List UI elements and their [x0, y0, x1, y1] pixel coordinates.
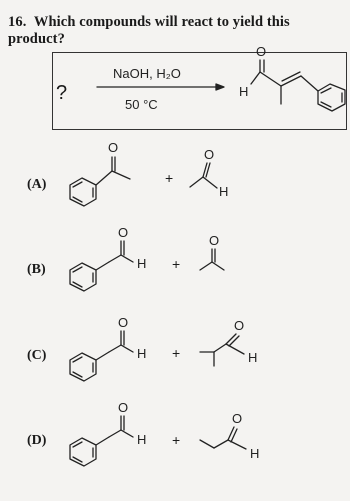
option-d-structures	[70, 416, 246, 466]
option-d-plus: +	[172, 432, 181, 448]
unknown-reactant: ?	[56, 82, 68, 104]
option-b-r1-o: O	[118, 225, 129, 240]
option-c-structures	[70, 331, 244, 381]
option-d-r1-o: O	[118, 400, 129, 415]
option-c-r2-o: O	[234, 318, 245, 333]
option-a-plus: +	[165, 170, 174, 186]
question-prompt: Which compounds will react to yield this product?	[8, 14, 290, 47]
option-a-r2-h: H	[219, 184, 229, 199]
option-b-plus: +	[172, 256, 181, 272]
option-c-r1-o: O	[118, 315, 129, 330]
option-b-r2-o: O	[209, 233, 220, 248]
reaction-arrow	[97, 84, 224, 90]
option-c-label[interactable]: (C)	[27, 348, 47, 363]
option-b-label[interactable]: (B)	[27, 262, 46, 277]
option-b-r1-h: H	[137, 256, 147, 271]
option-a-structures	[70, 157, 217, 206]
option-d-r2-o: O	[232, 411, 243, 426]
product-carbonyl-o: O	[256, 44, 267, 59]
option-a-r2-o: O	[204, 147, 215, 162]
product-structure	[251, 60, 345, 111]
option-c-r2-h: H	[248, 350, 258, 365]
question-number: 16.	[8, 14, 27, 30]
temperature-label: 50 °C	[125, 97, 158, 112]
option-d-r1-h: H	[137, 432, 147, 447]
option-b-structures	[70, 241, 224, 291]
option-a-r1-o: O	[108, 140, 119, 155]
option-c-plus: +	[172, 345, 181, 361]
option-d-label[interactable]: (D)	[27, 433, 47, 448]
option-c-r1-h: H	[137, 346, 147, 361]
reagents-label: NaOH, H₂O	[113, 66, 181, 81]
product-aldehyde-h: H	[239, 84, 249, 99]
option-d-r2-h: H	[250, 446, 260, 461]
option-a-label[interactable]: (A)	[27, 177, 47, 192]
